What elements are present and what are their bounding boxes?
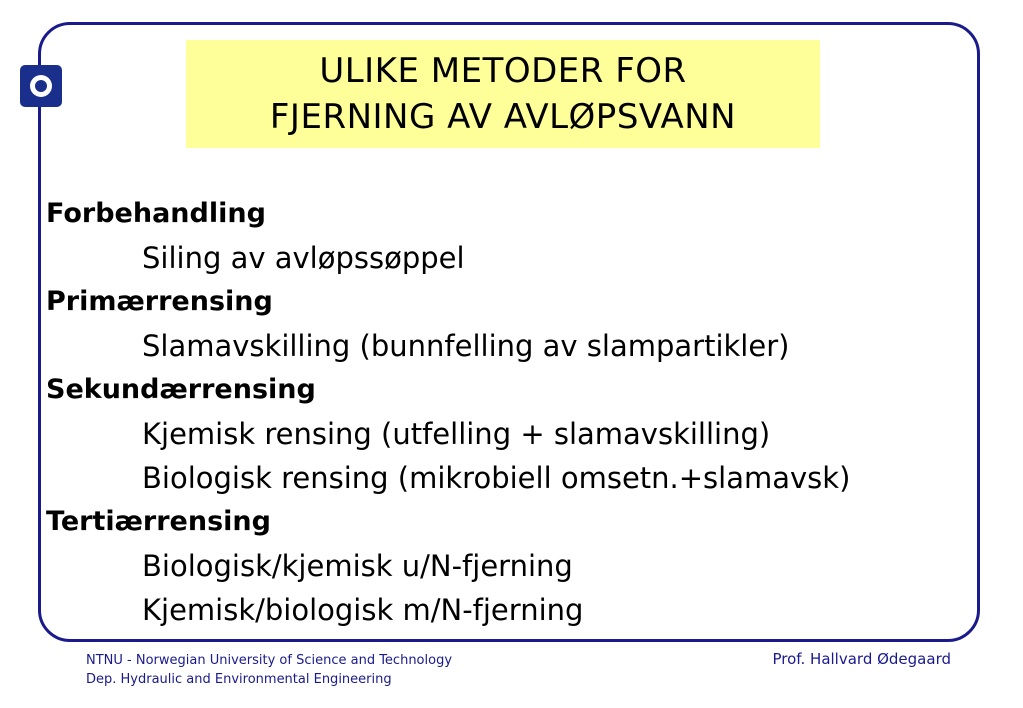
section-heading-primaerrensing: Primærrensing bbox=[46, 286, 273, 317]
footer-university: NTNU - Norwegian University of Science and Technology bbox=[86, 653, 453, 668]
method-list bbox=[46, 192, 966, 632]
list-item: Biologisk rensing (mikrobiell omsetn.+slamavsk) bbox=[142, 461, 851, 495]
ntnu-logo-icon bbox=[20, 65, 62, 107]
list-item: Biologisk/kjemisk u/N-fjerning bbox=[142, 549, 573, 583]
list-item: Kjemisk/biologisk m/N-fjerning bbox=[142, 593, 584, 627]
list-item: Slamavskilling (bunnfelling av slampartikler) bbox=[142, 329, 790, 363]
footer-department: Dep. Hydraulic and Environmental Engineering bbox=[86, 672, 392, 687]
list-item: Siling av avløpssøppel bbox=[142, 241, 465, 275]
title-line-1: ULIKE METODER FOR bbox=[319, 51, 687, 91]
section-heading-forbehandling: Forbehandling bbox=[46, 198, 266, 229]
slide-title bbox=[186, 40, 820, 148]
footer-institution bbox=[86, 651, 452, 689]
section-heading-tertiaerrensing: Tertiærrensing bbox=[46, 506, 271, 537]
section-heading-sekundaerrensing: Sekundærrensing bbox=[46, 374, 316, 405]
footer-author: Prof. Hallvard Ødegaard bbox=[772, 650, 951, 668]
list-item: Kjemisk rensing (utfelling + slamavskilling) bbox=[142, 417, 771, 451]
title-line-2: FJERNING AV AVLØPSVANN bbox=[269, 97, 737, 137]
